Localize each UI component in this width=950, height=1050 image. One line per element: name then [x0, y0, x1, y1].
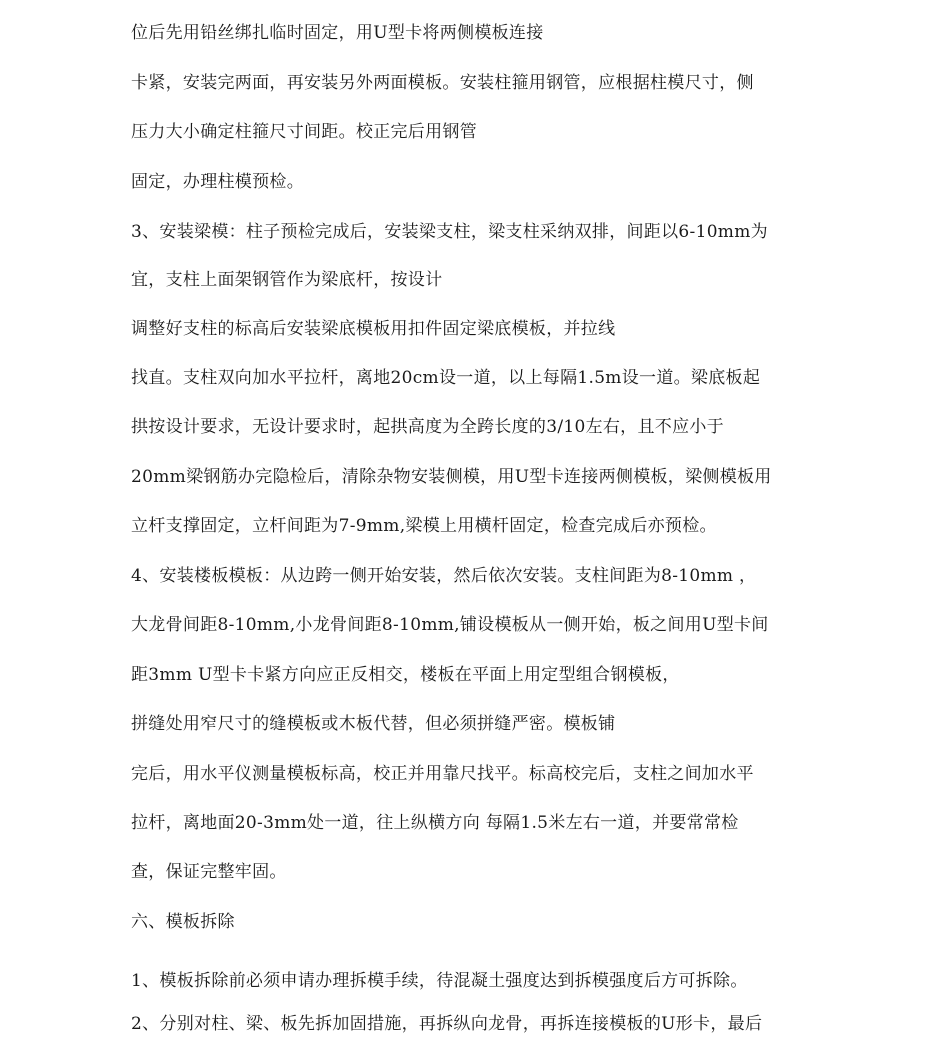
text-line: 查，保证完整牢固。: [131, 862, 287, 882]
text-line: 完后，用水平仪测量模板标高，校正并用靠尺找平。标高校完后，支柱之间加水平: [131, 764, 754, 784]
text-line: 立杆支撑固定，立杆间距为7-9mm,梁模上用横杆固定，检查完成后亦预检。: [131, 516, 717, 536]
text-line: 距3mm U型卡卡紧方向应正反相交，楼板在平面上用定型组合钢模板，: [131, 665, 680, 685]
text-line: 拼缝处用窄尺寸的缝模板或木板代替，但必须拼缝严密。模板铺: [131, 714, 616, 734]
section-heading: 六、模板拆除: [131, 912, 235, 932]
text-line: 拱按设计要求，无设计要求时，起拱高度为全跨长度的3/10左右，且不应小于: [131, 417, 724, 437]
text-line: 调整好支柱的标高后安装梁底模板用扣件固定梁底模板，并拉线: [131, 319, 616, 339]
text-line: 3、安装梁模：柱子预检完成后，安装梁支柱，梁支柱采纳双排，间距以6-10mm为: [131, 222, 768, 242]
text-line: 位后先用铅丝绑扎临时固定，用U型卡将两侧模板连接: [131, 23, 544, 43]
text-line: 固定，办理柱模预检。: [131, 172, 304, 192]
text-line: 压力大小确定柱箍尺寸间距。校正完后用钢管: [131, 122, 477, 142]
text-line: 20mm梁钢筋办完隐检后，清除杂物安装侧模，用U型卡连接两侧模板，梁侧模板用: [131, 467, 772, 487]
text-line: 拉杆，离地面20-3mm处一道，往上纵横方向 每隔1.5米左右一道，并要常常检: [131, 813, 739, 833]
text-line: 找直。支柱双向加水平拉杆，离地20cm设一道，以上每隔1.5m设一道。梁底板起: [131, 368, 761, 388]
text-line: 大龙骨间距8-10mm,小龙骨间距8-10mm,铺设模板从一侧开始，板之间用U型卡间: [131, 615, 769, 635]
text-line: 宜，支柱上面架钢管作为梁底杆，按设计: [131, 270, 443, 290]
text-line: 1、模板拆除前必须申请办理拆模手续，待混凝土强度达到拆模强度后方可拆除。: [131, 971, 748, 991]
text-line: 卡紧，安装完两面，再安装另外两面模板。安装柱箍用钢管，应根据柱模尺寸，侧: [131, 73, 754, 93]
text-line: 2、分别对柱、梁、板先拆加固措施，再拆纵向龙骨，再拆连接模板的U形卡，最后: [131, 1014, 763, 1034]
text-line: 4、安装楼板模板：从边跨一侧开始安装，然后依次安装。支柱间距为8-10mm ，: [131, 566, 757, 586]
